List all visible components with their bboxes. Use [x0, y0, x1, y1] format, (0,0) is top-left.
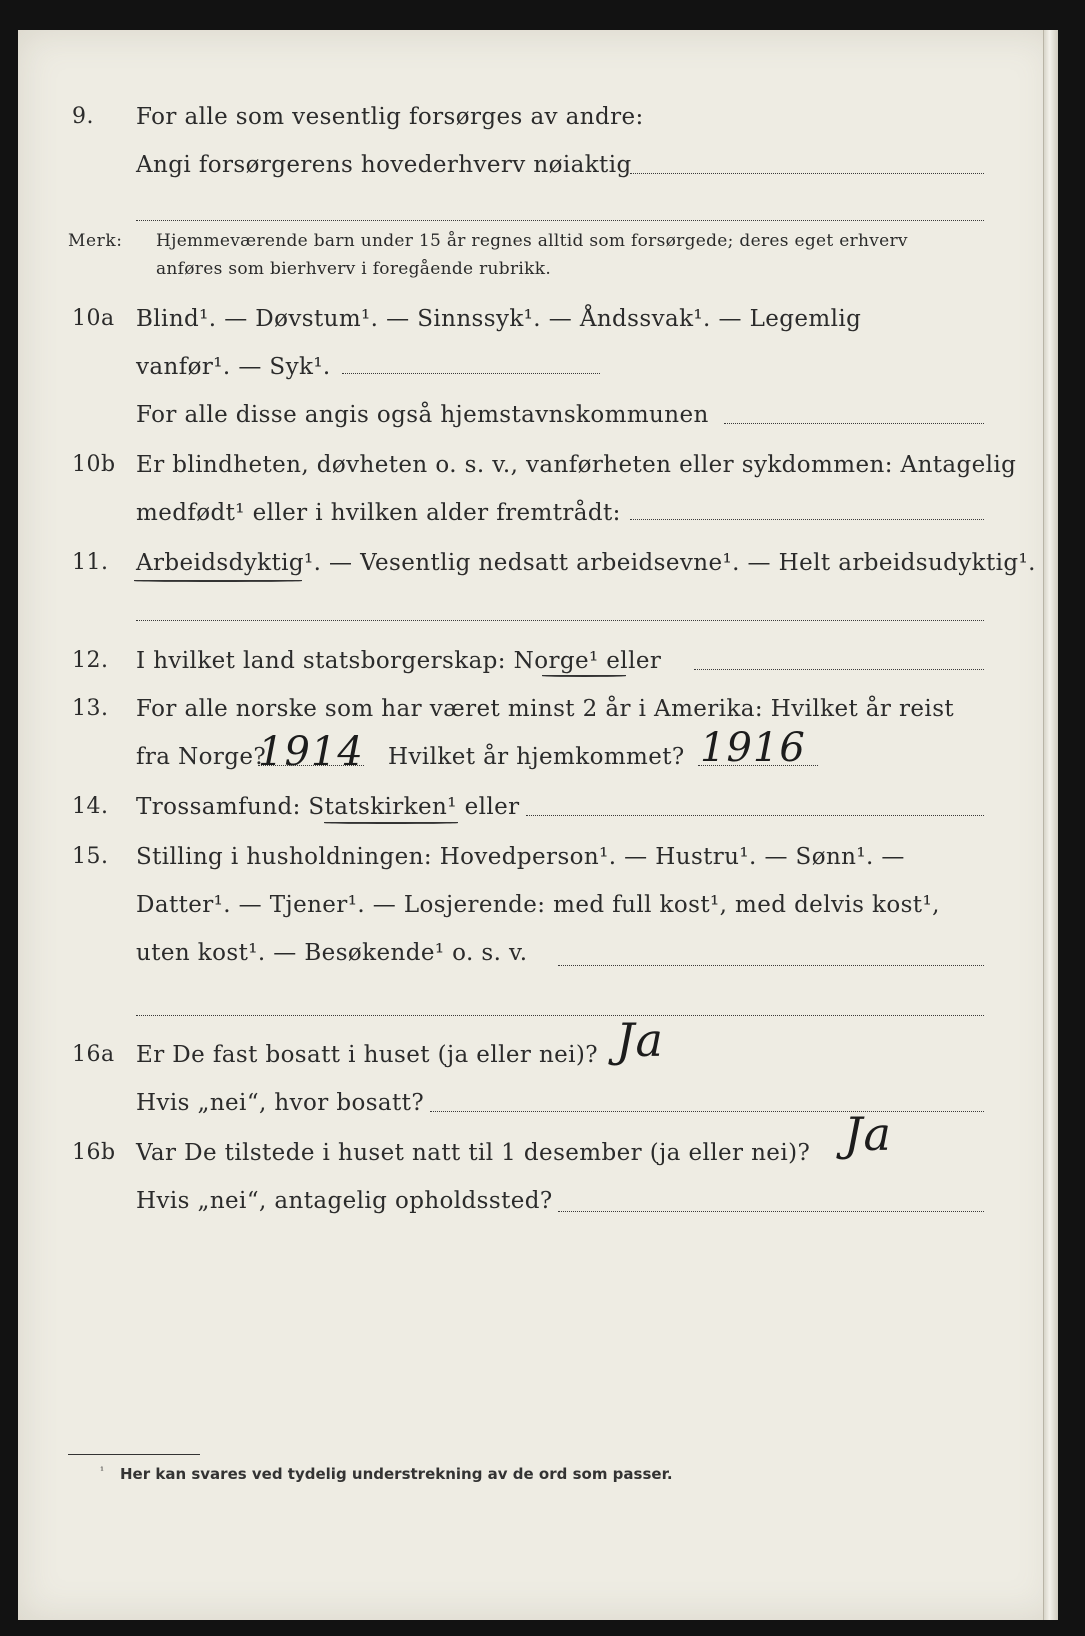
answer-line[interactable]: [694, 669, 984, 670]
question-text: Stilling i husholdningen: Hovedperson¹. — Hustru¹. — Sønn¹. —: [136, 844, 905, 870]
question-number: 16a: [72, 1042, 115, 1067]
question-text: Trossamfund: Statskirken¹ eller: [136, 794, 520, 820]
note-block: [18, 228, 1058, 288]
question-text: For alle disse angis også hjemstavnskommunen: [136, 402, 709, 428]
answer-line[interactable]: [724, 423, 984, 424]
question-text: For alle norske som har været minst 2 år i Amerika: Hvilket år reist: [136, 696, 955, 722]
question-11: [18, 546, 1058, 580]
question-text: Er De fast bosatt i huset (ja eller nei)?: [136, 1042, 599, 1068]
question-text: Er blindheten, døvheten o. s. v., vanførheten eller sykdommen: Antagelig: [136, 452, 1017, 478]
question-16a: [18, 1038, 1058, 1072]
answer-line[interactable]: [558, 965, 984, 966]
question-10a-line-3: [18, 398, 1058, 432]
question-number: 11.: [72, 550, 109, 575]
question-number: 9.: [72, 104, 94, 129]
question-14: [18, 790, 1058, 824]
question-text: I hvilket land statsborgerskap: Norge¹ eller: [136, 648, 662, 674]
answer-line[interactable]: [258, 765, 364, 766]
answer-line[interactable]: [136, 220, 984, 221]
question-16b: [18, 1136, 1058, 1170]
footnote-text: Her kan svares ved tydelig understrekning av de ord som passer.: [120, 1465, 673, 1483]
footnote-marker: ¹: [100, 1466, 105, 1477]
answer-line[interactable]: [430, 1111, 984, 1112]
handwritten-answer-ja[interactable]: Ja: [616, 1013, 664, 1067]
question-text: Hvis „nei“, hvor bosatt?: [136, 1090, 425, 1116]
question-15: [18, 840, 1058, 874]
question-text: vanfør¹. — Syk¹.: [136, 354, 331, 380]
question-16b-line-2: [18, 1184, 1058, 1218]
question-12: [18, 644, 1058, 678]
answer-line[interactable]: [526, 815, 984, 816]
question-13-line-2: [18, 740, 1058, 774]
question-13: [18, 692, 1058, 726]
answer-underline-mark: [134, 580, 302, 582]
question-text: Datter¹. — Tjener¹. — Losjerende: med full kost¹, med delvis kost¹,: [136, 892, 940, 918]
answer-underline-mark: [324, 822, 458, 824]
question-9: [18, 100, 1058, 134]
question-text: uten kost¹. — Besøkende¹ o. s. v.: [136, 940, 528, 966]
question-text: fra Norge?: [136, 744, 267, 770]
question-text: Hvilket år hjemkommet?: [388, 744, 685, 770]
answer-line[interactable]: [136, 620, 984, 621]
handwritten-answer-ja[interactable]: Ja: [844, 1107, 892, 1161]
question-10a: [18, 302, 1058, 336]
question-number: 12.: [72, 648, 109, 673]
question-text: medfødt¹ eller i hvilken alder fremtrådt:: [136, 500, 621, 526]
note-text: anføres som bierhverv i foregående rubrikk.: [156, 259, 552, 279]
answer-line[interactable]: [342, 373, 600, 374]
answer-line[interactable]: [136, 1015, 984, 1016]
question-number: 16b: [72, 1140, 116, 1165]
footnote-divider: [68, 1454, 200, 1455]
question-10b-line-2: [18, 496, 1058, 530]
census-form-page: [18, 30, 1058, 1620]
question-text: Hvis „nei“, antagelig opholdssted?: [136, 1188, 553, 1214]
handwritten-departure-year[interactable]: 1914: [258, 729, 364, 775]
note-text: Hjemmeværende barn under 15 år regnes alltid som forsørgede; deres eget erhverv: [156, 231, 908, 251]
answer-line[interactable]: [558, 1211, 984, 1212]
question-16a-line-2: [18, 1086, 1058, 1120]
question-number: 10a: [72, 306, 115, 331]
question-number: 15.: [72, 844, 109, 869]
answer-line[interactable]: [630, 519, 984, 520]
question-number: 10b: [72, 452, 116, 477]
note-label: Merk:: [68, 231, 123, 251]
answer-line[interactable]: [698, 765, 818, 766]
question-9-line-2: [18, 148, 1058, 182]
question-15-line-2: [18, 888, 1058, 922]
question-text: Var De tilstede i huset natt til 1 desember (ja eller nei)?: [136, 1140, 811, 1166]
question-text: For alle som vesentlig forsørges av andre:: [136, 104, 644, 130]
question-number: 14.: [72, 794, 109, 819]
answer-underline-mark: [542, 675, 626, 677]
question-text: Blind¹. — Døvstum¹. — Sinnssyk¹. — Åndssvak¹. — Legemlig: [136, 306, 862, 332]
question-10a-line-2: [18, 350, 1058, 384]
handwritten-return-year[interactable]: 1916: [700, 725, 806, 771]
question-text: Angi forsørgerens hovederhverv nøiaktig: [136, 152, 632, 178]
question-number: 13.: [72, 696, 109, 721]
answer-line[interactable]: [630, 173, 984, 174]
question-text: Arbeidsdyktig¹. — Vesentlig nedsatt arbeidsevne¹. — Helt arbeidsudyktig¹.: [136, 550, 1036, 576]
question-10b: [18, 448, 1058, 482]
